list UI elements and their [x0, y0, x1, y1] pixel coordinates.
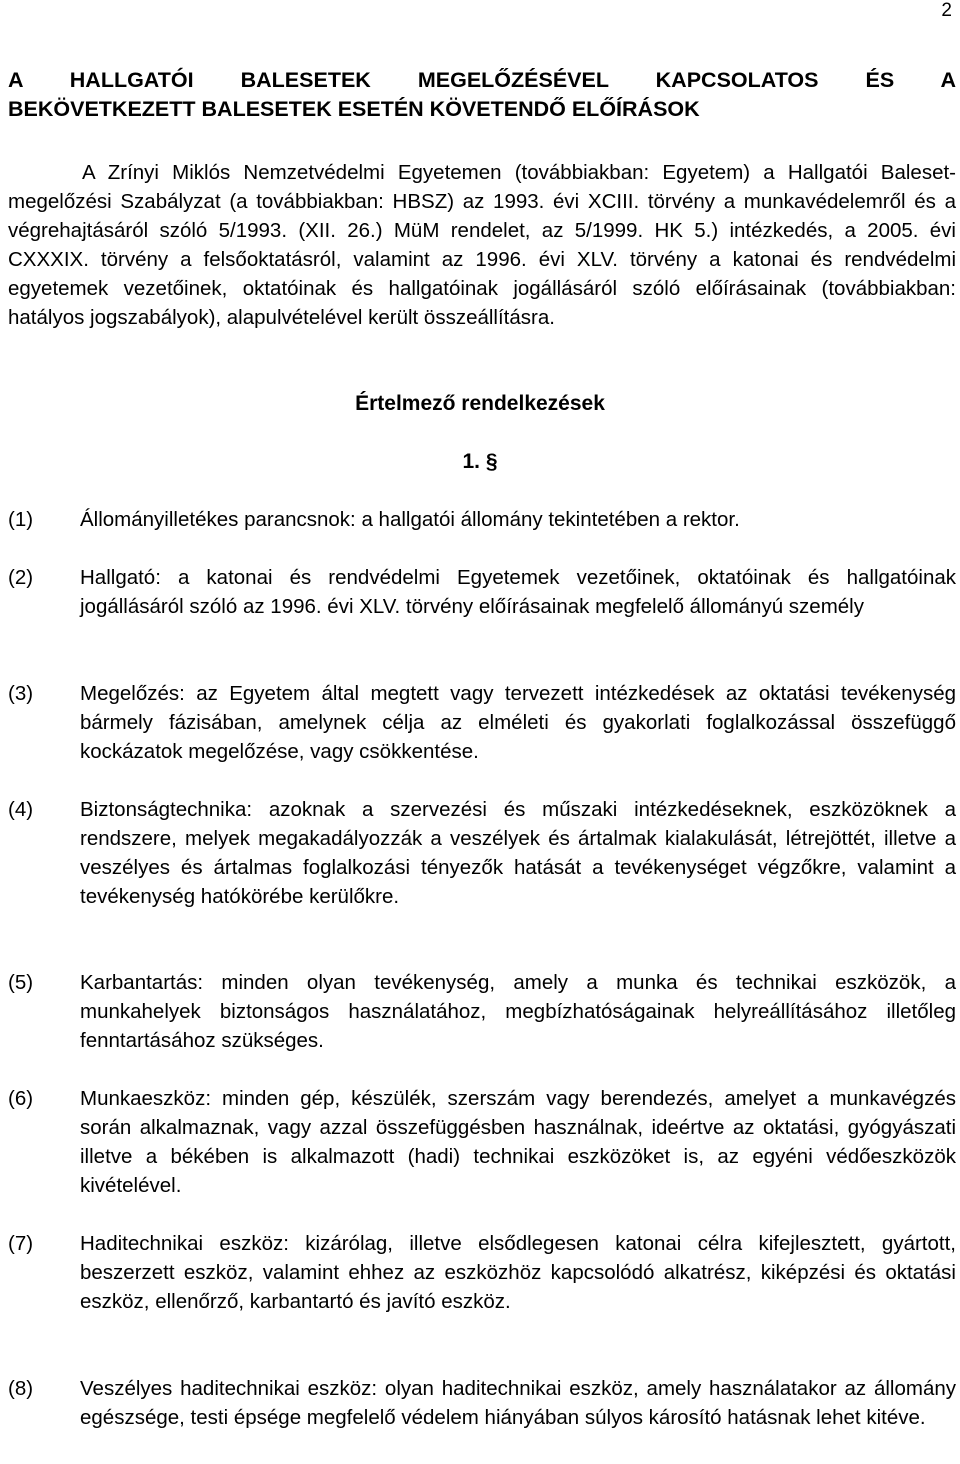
title-line-1: A HALLGATÓI BALESETEK MEGELŐZÉSÉVEL KAPCSOLATOS ÉS A — [8, 68, 956, 92]
definition-number: (7) — [8, 1232, 34, 1255]
document-title — [8, 66, 956, 124]
definition-text: Biztonságtechnika: azoknak a szervezési és műszaki intézkedéseknek, eszközöknek a rendszere, melyek megakadályozzák a veszélyek és ártalmak kialakulását, létrejöttét, illetve a veszélyes és ártalmas foglalkozási tényezők hatását a tevékenységet végzőkre, valamint a tevékenység hatókörébe kerülőkre. — [80, 798, 956, 908]
definition-text: Haditechnikai eszköz: kizárólag, illetve elsődlegesen katonai célra kifejlesztett, gyártott, beszerzett eszköz, valamint ehhez az eszközhöz kapcsolódó alkatrész, kiképzési és oktatási eszköz, ellenőrző, karbantartó és javító eszköz. — [80, 1232, 956, 1313]
definition-text: Állományilletékes parancsnok: a hallgatói állomány tekintetében a rektor. — [80, 508, 740, 531]
definition-text: Hallgató: a katonai és rendvédelmi Egyetemek vezetőinek, oktatóinak és hallgatóinak jogállásáról szóló az 1996. évi XLV. törvény előírásainak megfelelő állományú személy — [80, 566, 956, 618]
definition-number: (4) — [8, 798, 34, 821]
definition-item — [8, 1084, 956, 1200]
definition-text: Karbantartás: minden olyan tevékenység, amely a munka és technikai eszközök, a munkahelyek biztonságos használatához, megbízhatóságainak helyreállításához illetőleg fenntartásához szükséges. — [80, 971, 956, 1052]
definition-item — [8, 968, 956, 1055]
definition-item — [8, 679, 956, 766]
definition-item — [8, 505, 956, 534]
definition-number: (8) — [8, 1377, 34, 1400]
definition-item — [8, 1374, 956, 1432]
section-heading: Értelmező rendelkezések — [355, 392, 605, 415]
title-line-2: BEKÖVETKEZETT BALESETEK ESETÉN KÖVETENDŐ ELŐÍRÁSOK — [8, 97, 700, 121]
definition-item — [8, 795, 956, 911]
definition-text: Munkaeszköz: minden gép, készülék, szerszám vagy berendezés, amelyet a munkavégzés során alkalmaznak, vagy azzal összefüggésben használnak, ideértve az oktatási, gyógyászati illetve a békében is alkalmazott (hadi) technikai eszközöket is, az egyéni védőeszközök kivételével. — [80, 1087, 956, 1197]
definition-number: (2) — [8, 566, 34, 589]
definition-number: (1) — [8, 508, 34, 531]
definition-item — [8, 563, 956, 621]
intro-paragraph: A Zrínyi Miklós Nemzetvédelmi Egyetemen (továbbiakban: Egyetem) a Hallgatói Baleset-megelőzési Szabályzat (a továbbiakban: HBSZ) az 1993. évi XCIII. törvény a munkavédelemről és a végrehajtásáról szóló 5/1993. (XII. 26.) MüM rendelet, az 5/1999. HK 5.) intézkedés, a 2005. évi CXXXIX. törvény a felsőoktatásról, valamint az 1996. évi XLV. törvény a katonai és rendvédelmi egyetemek vezetőinek, oktatóinak és hallgatóinak jogállásáról szóló előírásainak (továbbiakban: hatályos jogszabályok), alapulvételével került összeállításra. — [8, 161, 956, 329]
definition-item — [8, 1229, 956, 1316]
definition-text: Megelőzés: az Egyetem által megtett vagy tervezett intézkedések az oktatási tevékenység bármely fázisában, amelynek célja az elméleti és gyakorlati foglalkozással összefüggő kockázatok megelőzése, vagy csökkentése. — [80, 682, 956, 763]
page-number: 2 — [941, 0, 952, 21]
definition-number: (3) — [8, 682, 34, 705]
definition-number: (5) — [8, 971, 34, 994]
paragraph-mark: 1. § — [462, 450, 498, 473]
definition-number: (6) — [8, 1087, 34, 1110]
definition-text: Veszélyes haditechnikai eszköz: olyan haditechnikai eszköz, amely használatakor az állomány egészsége, testi épsége megfelelő védelem hiányában súlyos károsító hatásnak lehet kitéve. — [80, 1377, 956, 1429]
